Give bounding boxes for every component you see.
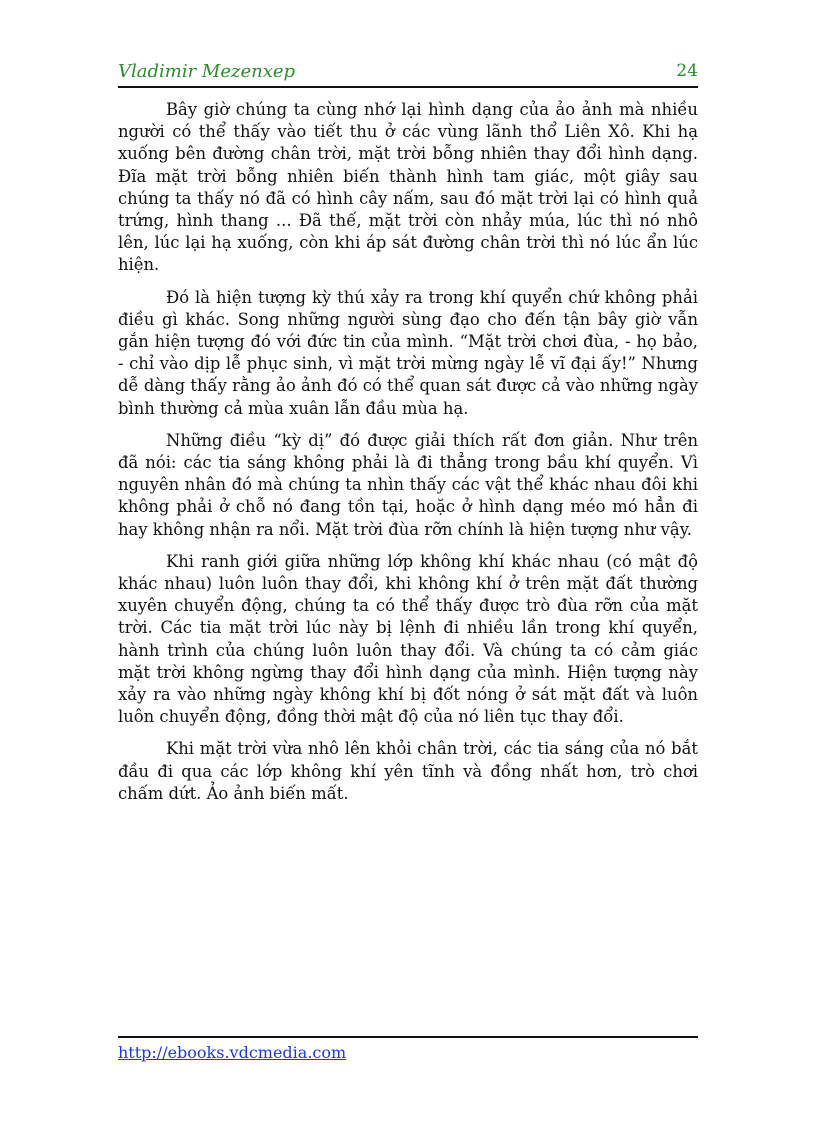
page-footer [118, 1036, 698, 1062]
page-number: 24 [676, 61, 698, 81]
body-text [118, 99, 698, 815]
paragraph: Những điều “kỳ dị” đó được giải thích rất đơn giản. Như trên đã nói: các tia sáng không phải là đi thẳng trong bầu khí quyển. Vì nguyên nhân đó mà chúng ta nhìn thấy các vật thể khác nhau đôi khi không phải ở chỗ nó đang tồn tại, hoặc ở hình dạng méo mó hẳn đi hay không nhận ra nổi. Mặt trời đùa rỡn chính là hiện tượng như vậy. [118, 430, 698, 539]
page-header [118, 58, 698, 88]
paragraph: Bây giờ chúng ta cùng nhớ lại hình dạng của ảo ảnh mà nhiều người có thể thấy vào tiết thu ở các vùng lãnh thổ Liên Xô. Khi hạ xuống bên đường chân trời, mặt trời bỗng nhiên thay đổi hình dạng. Đĩa mặt trời bỗng nhiên biến thành hình tam giác, một giây sau chúng ta thấy nó đã có hình cây nấm, sau đó mặt trời lại có hình quả trứng, hình thang ... Đã thế, mặt trời còn nhảy múa, lúc thì nó nhô lên, lúc lại hạ xuống, còn khi áp sát đường chân trời thì nó lúc ẩn lúc hiện. [118, 100, 698, 275]
footer-link[interactable]: http://ebooks.vdcmedia.com [118, 1043, 347, 1062]
paragraph: Đó là hiện tượng kỳ thú xảy ra trong khí quyển chứ không phải điều gì khác. Song những người sùng đạo cho đến tận bây giờ vẫn gắn hiện tượng đó với đức tin của mình. “Mặt trời chơi đùa, - họ bảo, - chỉ vào dịp lễ phục sinh, vì mặt trời mừng ngày lễ vĩ đại ấy!” Nhưng dễ dàng thấy rằng ảo ảnh đó có thể quan sát được cả vào những ngày bình thường cả mùa xuân lẫn đầu mùa hạ. [118, 287, 698, 418]
author-name: Vladimir Mezenxep [118, 61, 296, 82]
paragraph: Khi mặt trời vừa nhô lên khỏi chân trời, các tia sáng của nó bắt đầu đi qua các lớp không khí yên tĩnh và đồng nhất hơn, trò chơi chấm dứt. Ảo ảnh biến mất. [118, 739, 698, 803]
paragraph: Khi ranh giới giữa những lớp không khí khác nhau (có mật độ khác nhau) luôn luôn thay đổi, khi không khí ở trên mặt đất thường xuyên chuyển động, chúng ta có thể thấy được trò đùa rỡn của mặt trời. Các tia mặt trời lúc này bị lệnh đi nhiều lần trong khí quyển, hành trình của chúng luôn luôn thay đổi. Và chúng ta có cảm giác mặt trời không ngừng thay đổi hình dạng của mình. Hiện tượng này xảy ra vào những ngày không khí bị đốt nóng ở sát mặt đất và luôn luôn chuyển động, đồng thời mật độ của nó liên tục thay đổi. [118, 551, 698, 727]
